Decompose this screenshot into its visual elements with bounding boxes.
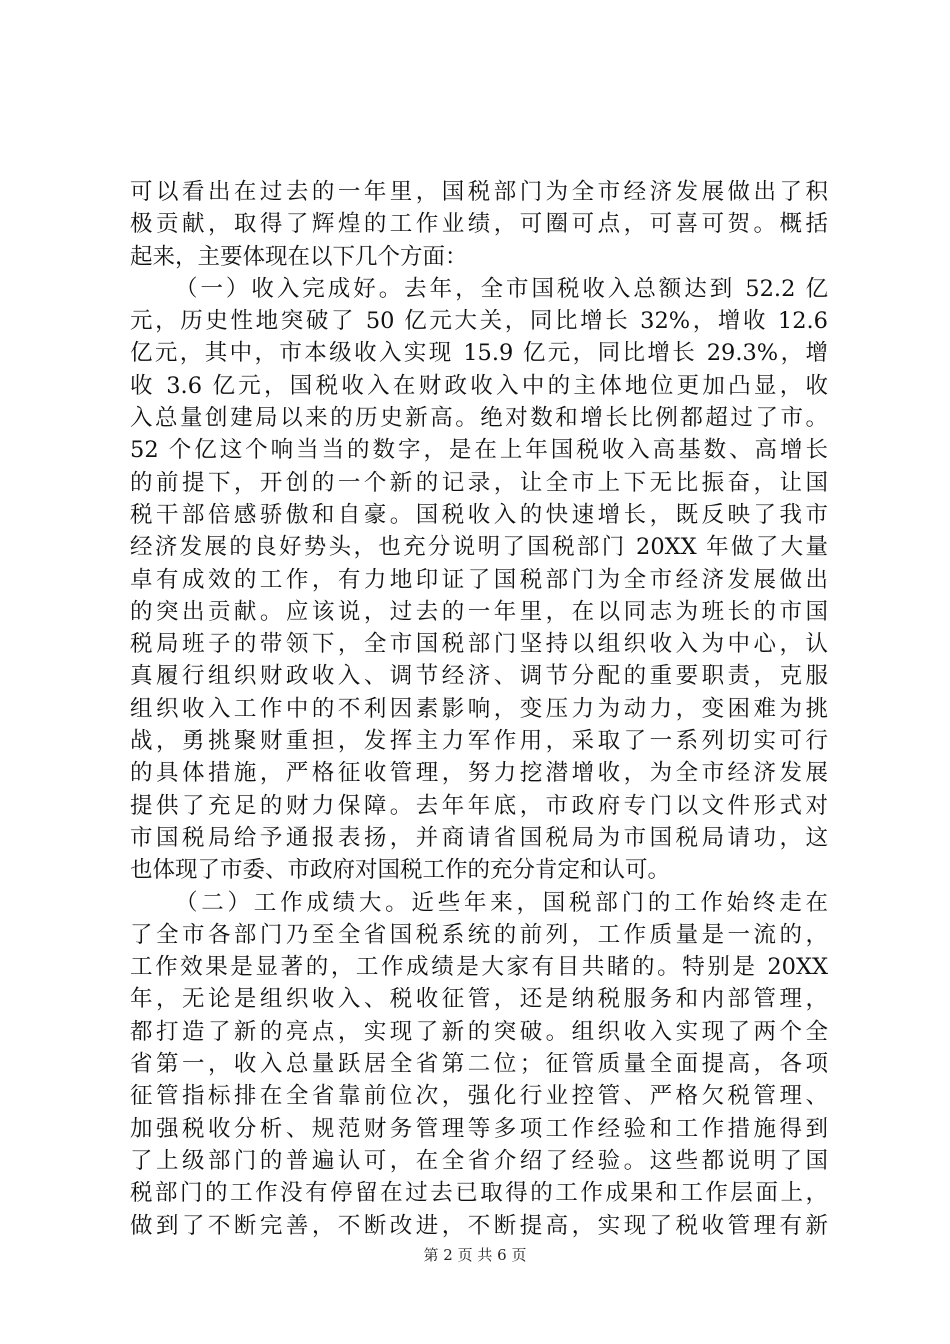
text-line: 的突出贡献。应该说，过去的一年里，在以同志为班长的市国 bbox=[130, 598, 828, 625]
text-line: 战，勇挑聚财重担，发挥主力军作用，采取了一系列切实可行 bbox=[130, 728, 828, 755]
text-line: 收 3.6 亿元，国税收入在财政收入中的主体地位更加凸显，收 bbox=[130, 372, 828, 399]
text-line: 的前提下，开创的一个新的记录，让全市上下无比振奋，让国 bbox=[130, 469, 828, 496]
text-line: 组织收入工作中的不利因素影响，变压力为动力，变困难为挑 bbox=[130, 695, 828, 722]
text-line: 年，无论是组织收入、税收征管，还是纳税服务和内部管理， bbox=[130, 986, 828, 1013]
text-line: 可以看出在过去的一年里，国税部门为全市经济发展做出了积 bbox=[130, 179, 828, 205]
text-line: （一）收入完成好。去年，全市国税收入总额达到 52.2 亿 bbox=[175, 275, 828, 302]
text-line: 元，历史性地突破了 50 亿元大关，同比增长 32%，增收 12.6 bbox=[130, 308, 828, 335]
text-line: 入总量创建局以来的历史新高。绝对数和增长比例都超过了市。 bbox=[130, 405, 828, 432]
text-line: （二）工作成绩大。近些年来，国税部门的工作始终走在 bbox=[175, 889, 828, 916]
text-line: 的具体措施，严格征收管理，努力挖潜增收，为全市经济发展 bbox=[130, 760, 828, 787]
paragraph bbox=[130, 887, 828, 1242]
text-line: 省第一，收入总量跃居全省第二位；征管质量全面提高，各项 bbox=[130, 1051, 828, 1078]
text-line: 都打造了新的亮点，实现了新的突破。组织收入实现了两个全 bbox=[130, 1018, 828, 1045]
paragraph bbox=[130, 273, 828, 887]
text-line: 经济发展的良好势头，也充分说明了国税部门 20XX 年做了大量 bbox=[130, 534, 828, 561]
text-line: 加强税收分析、规范财务管理等多项工作经验和工作措施得到 bbox=[130, 1115, 828, 1142]
text-line: 税局班子的带领下，全市国税部门坚持以组织收入为中心，认 bbox=[130, 631, 828, 658]
text-line: 极贡献，取得了辉煌的工作业绩，可圈可点，可喜可贺。概括 bbox=[130, 211, 828, 238]
text-line: 提供了充足的财力保障。去年年底，市政府专门以文件形式对 bbox=[130, 792, 828, 819]
text-line: 卓有成效的工作，有力地印证了国税部门为全市经济发展做出 bbox=[130, 566, 828, 593]
text-line: 工作效果是显著的，工作成绩是大家有目共睹的。特别是 20XX bbox=[130, 954, 828, 981]
text-line: 市国税局给予通报表扬，并商请省国税局为市国税局请功，这 bbox=[130, 824, 828, 851]
paragraph bbox=[130, 176, 828, 273]
text-line: 亿元，其中，市本级收入实现 15.9 亿元，同比增长 29.3%，增 bbox=[130, 340, 828, 367]
text-line: 税干部倍感骄傲和自豪。国税收入的快速增长，既反映了我市 bbox=[130, 501, 828, 528]
text-line: 52 个亿这个响当当的数字，是在上年国税收入高基数、高增长 bbox=[130, 437, 828, 464]
text-line: 真履行组织财政收入、调节经济、调节分配的重要职责，克服 bbox=[130, 663, 828, 690]
page-footer: 第 2 页 共 6 页 bbox=[423, 1246, 527, 1264]
text-line: 起来，主要体现在以下几个方面： bbox=[130, 243, 468, 270]
text-line: 了全市各部门乃至全省国税系统的前列，工作质量是一流的， bbox=[130, 921, 828, 948]
text-line: 也体现了市委、市政府对国税工作的充分肯定和认可。 bbox=[130, 857, 671, 884]
text-line: 了上级部门的普遍认可，在全省介绍了经验。这些都说明了国 bbox=[130, 1147, 828, 1174]
document-body bbox=[130, 176, 828, 1242]
text-line: 税部门的工作没有停留在过去已取得的工作成果和工作层面上， bbox=[130, 1180, 828, 1207]
text-line: 征管指标排在全省靠前位次，强化行业控管、严格欠税管理、 bbox=[130, 1083, 828, 1110]
text-line: 做到了不断完善，不断改进，不断提高，实现了税收管理有新 bbox=[130, 1212, 828, 1239]
